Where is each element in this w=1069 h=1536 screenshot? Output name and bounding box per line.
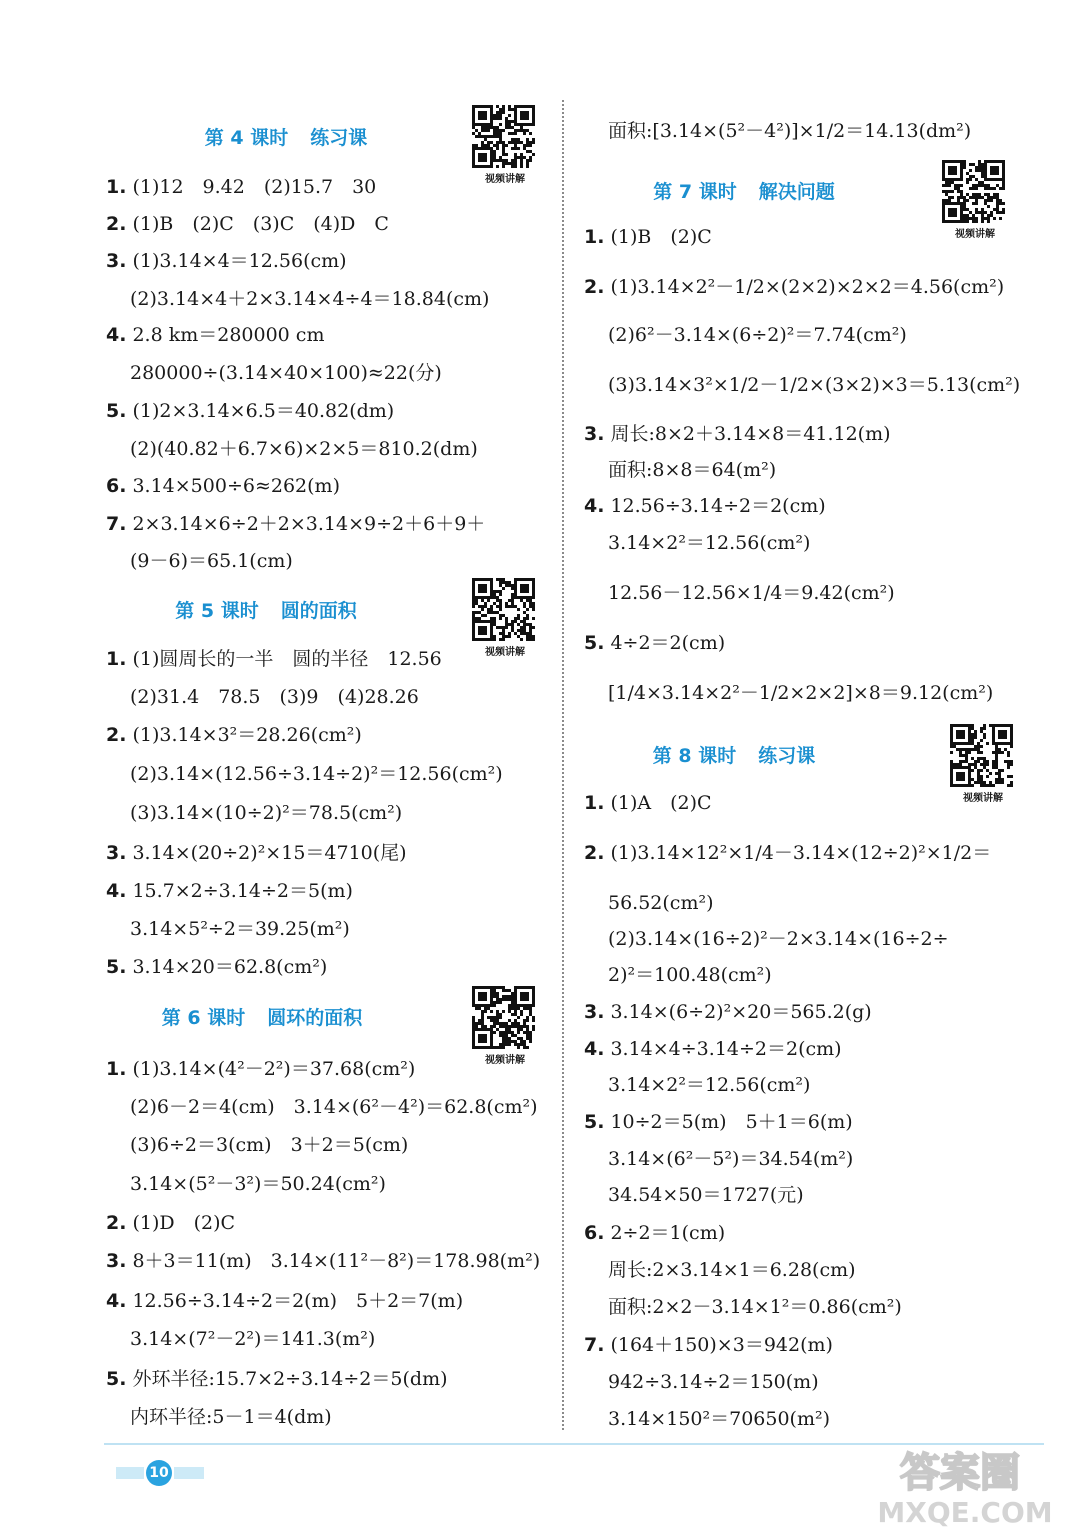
qr-code-icon bbox=[942, 160, 1005, 223]
answer-line bbox=[584, 1036, 842, 1062]
question-number: 3. bbox=[106, 250, 127, 272]
answer-text: (164＋150)×3＝942(m) bbox=[610, 1334, 833, 1356]
watermark-text-2: MXQE.COM bbox=[877, 1496, 1053, 1529]
qr-code[interactable] bbox=[472, 986, 538, 1066]
question-number: 3. bbox=[106, 842, 127, 864]
answer-text: 942÷3.14÷2＝150(m) bbox=[608, 1371, 819, 1393]
answer-text: (3)3.14×(10÷2)²＝78.5(cm²) bbox=[130, 802, 403, 824]
question-number: 2. bbox=[106, 1212, 127, 1234]
answer-text: 8＋3＝11(m) 3.14×(11²－8²)＝178.98(m²) bbox=[132, 1250, 541, 1272]
answer-text: 4÷2＝2(cm) bbox=[610, 632, 726, 654]
answer-line bbox=[584, 630, 725, 656]
lesson-number: 第 7 课时 bbox=[653, 181, 737, 203]
watermark-text-1: 答案圈 bbox=[900, 1450, 1020, 1496]
answer-text: (1)B (2)C (3)C (4)D C bbox=[132, 213, 389, 235]
answer-text: 3.14×(6²－5²)＝34.54(m²) bbox=[608, 1148, 854, 1170]
answer-line bbox=[106, 398, 394, 424]
answer-text: (1)12 9.42 (2)15.7 30 bbox=[132, 176, 377, 198]
answer-text: 面积:2×2－3.14×1²＝0.86(cm²) bbox=[608, 1296, 902, 1318]
qr-caption: 视频讲解 bbox=[485, 174, 525, 185]
answer-line bbox=[106, 1248, 540, 1274]
answer-text: (1)3.14×2²－1/2×(2×2)×2×2＝4.56(cm²) bbox=[610, 276, 1005, 298]
qr-code-icon bbox=[472, 986, 535, 1049]
question-number: 2. bbox=[106, 213, 127, 235]
question-number: 3. bbox=[106, 1250, 127, 1272]
answer-line bbox=[130, 916, 350, 942]
qr-caption: 视频讲解 bbox=[485, 647, 525, 658]
answer-text: 56.52(cm²) bbox=[608, 892, 714, 914]
answer-line bbox=[130, 1094, 538, 1120]
answer-line bbox=[130, 548, 293, 574]
answer-text: 34.54×50＝1727(元) bbox=[608, 1184, 804, 1206]
answer-line bbox=[608, 1072, 810, 1098]
answer-line bbox=[106, 954, 327, 980]
answer-text: 12.56÷3.14÷2＝2(cm) bbox=[610, 495, 826, 517]
answer-text: 3.14×500÷6≈262(m) bbox=[132, 475, 340, 497]
answer-line bbox=[106, 840, 407, 866]
column-divider bbox=[562, 100, 564, 1430]
answer-text: 周长:2×3.14×1＝6.28(cm) bbox=[608, 1259, 856, 1281]
answer-line bbox=[106, 646, 442, 672]
answer-line bbox=[106, 1288, 463, 1314]
answer-line bbox=[608, 1406, 830, 1432]
answer-line bbox=[130, 1404, 332, 1430]
answer-text: (1)3.14×12²×1/4－3.14×(12÷2)²×1/2＝ bbox=[610, 842, 992, 864]
qr-caption: 视频讲解 bbox=[963, 793, 1003, 804]
answer-text: (2)3.14×(16÷2)²－2×3.14×(16÷2÷ bbox=[608, 928, 949, 950]
answer-line bbox=[106, 322, 324, 348]
answer-text: (1)3.14×3²＝28.26(cm²) bbox=[132, 724, 362, 746]
question-number: 7. bbox=[584, 1334, 605, 1356]
answer-line bbox=[130, 684, 419, 710]
question-number: 1. bbox=[584, 792, 605, 814]
answer-line bbox=[106, 473, 340, 499]
answer-text: 3.14×(5²－3²)＝50.24(cm²) bbox=[130, 1173, 386, 1195]
lesson-title: 练习课 bbox=[310, 127, 368, 149]
answer-text: (2)31.4 78.5 (3)9 (4)28.26 bbox=[130, 686, 419, 708]
answer-text: (1)A (2)C bbox=[610, 792, 712, 814]
lesson-heading bbox=[146, 597, 386, 625]
answer-line bbox=[584, 224, 712, 250]
lesson-heading bbox=[166, 124, 406, 152]
answer-line bbox=[130, 360, 442, 386]
answer-line bbox=[106, 878, 353, 904]
answer-text: (3)6÷2＝3(cm) 3＋2＝5(cm) bbox=[130, 1134, 409, 1156]
answer-line bbox=[608, 1182, 804, 1208]
answer-text: (2)3.14×(12.56÷3.14÷2)²＝12.56(cm²) bbox=[130, 763, 503, 785]
answer-text: (2)3.14×4＋2×3.14×4÷4＝18.84(cm) bbox=[130, 288, 490, 310]
answer-line bbox=[130, 286, 489, 312]
answer-text: 2÷2＝1(cm) bbox=[610, 1222, 726, 1244]
badge-bar-right bbox=[174, 1467, 204, 1479]
question-number: 5. bbox=[106, 400, 127, 422]
answer-line bbox=[106, 174, 376, 200]
page-number-badge bbox=[104, 1460, 210, 1486]
qr-caption: 视频讲解 bbox=[485, 1055, 525, 1066]
answer-line bbox=[608, 926, 949, 952]
answer-text: 面积:[3.14×(5²－4²)]×1/2＝14.13(dm²) bbox=[608, 120, 972, 142]
question-number: 6. bbox=[584, 1222, 605, 1244]
lesson-title: 圆的面积 bbox=[280, 600, 357, 622]
answer-line bbox=[106, 722, 362, 748]
answer-text: 3.14×2²＝12.56(cm²) bbox=[608, 1074, 811, 1096]
lesson-title: 圆环的面积 bbox=[267, 1007, 363, 1029]
answer-text: 12.56－12.56×1/4＝9.42(cm²) bbox=[608, 582, 895, 604]
qr-code-icon bbox=[472, 105, 535, 168]
answer-line bbox=[106, 511, 485, 537]
answer-line bbox=[106, 1366, 448, 1392]
answer-text: 12.56÷3.14÷2＝2(m) 5＋2＝7(m) bbox=[132, 1290, 464, 1312]
answer-line bbox=[608, 1294, 902, 1320]
answer-text: 3.14×20＝62.8(cm²) bbox=[132, 956, 328, 978]
answer-line bbox=[584, 493, 826, 519]
answer-line bbox=[130, 1326, 375, 1352]
answer-line bbox=[608, 1146, 853, 1172]
question-number: 4. bbox=[584, 495, 605, 517]
lesson-heading bbox=[624, 178, 864, 206]
answer-text: 3.14×4÷3.14÷2＝2(cm) bbox=[610, 1038, 842, 1060]
qr-code[interactable] bbox=[472, 578, 538, 658]
watermark-logo bbox=[855, 1440, 1055, 1530]
answer-text: 3.14×(20÷2)²×15＝4710(尾) bbox=[132, 842, 407, 864]
answer-text: 3.14×(6÷2)²×20＝565.2(g) bbox=[610, 1001, 872, 1023]
answer-text: (1)3.14×4＝12.56(cm) bbox=[132, 250, 347, 272]
question-number: 6. bbox=[106, 475, 127, 497]
lesson-number: 第 5 课时 bbox=[175, 600, 259, 622]
qr-code[interactable] bbox=[950, 724, 1016, 804]
answer-text: 3.14×(7²－2²)＝141.3(m²) bbox=[130, 1328, 376, 1350]
question-number: 1. bbox=[106, 1058, 127, 1080]
question-number: 2. bbox=[584, 276, 605, 298]
lesson-title: 练习课 bbox=[758, 745, 816, 767]
lesson-heading bbox=[142, 1004, 382, 1032]
badge-bar-left bbox=[116, 1467, 144, 1479]
answer-text: (2)6²－3.14×(6÷2)²＝7.74(cm²) bbox=[608, 324, 907, 346]
answer-line bbox=[584, 274, 1004, 300]
answer-text: 15.7×2÷3.14÷2＝5(m) bbox=[132, 880, 353, 902]
answer-line bbox=[130, 436, 478, 462]
answer-line bbox=[608, 580, 895, 606]
answer-line bbox=[584, 840, 991, 866]
answer-line bbox=[584, 1332, 833, 1358]
answer-line bbox=[584, 421, 891, 447]
answer-line bbox=[608, 118, 971, 144]
answer-line bbox=[106, 211, 389, 237]
question-number: 5. bbox=[106, 1368, 127, 1390]
question-number: 5. bbox=[106, 956, 127, 978]
qr-code[interactable] bbox=[472, 105, 538, 185]
question-number: 3. bbox=[584, 423, 605, 445]
answer-text: 面积:8×8＝64(m²) bbox=[608, 459, 777, 481]
answer-line bbox=[608, 890, 714, 916]
answer-line bbox=[608, 530, 810, 556]
answer-text: [1/4×3.14×2²－1/2×2×2]×8＝9.12(cm²) bbox=[608, 682, 994, 704]
answer-text: 内环半径:5－1＝4(dm) bbox=[130, 1406, 332, 1428]
answer-text: (1)3.14×(4²－2²)＝37.68(cm²) bbox=[132, 1058, 416, 1080]
qr-code[interactable] bbox=[942, 160, 1008, 240]
answer-line bbox=[608, 680, 993, 706]
answer-line bbox=[608, 457, 776, 483]
answer-line bbox=[584, 790, 712, 816]
lesson-heading bbox=[614, 742, 854, 770]
question-number: 2. bbox=[106, 724, 127, 746]
answer-text: (2)(40.82＋6.7×6)×2×5＝810.2(dm) bbox=[130, 438, 478, 460]
question-number: 1. bbox=[584, 226, 605, 248]
lesson-number: 第 6 课时 bbox=[161, 1007, 246, 1029]
answer-text: 外环半径:15.7×2÷3.14÷2＝5(dm) bbox=[132, 1368, 448, 1390]
question-number: 5. bbox=[584, 632, 605, 654]
answer-text: (1)D (2)C bbox=[132, 1212, 236, 1234]
answer-line bbox=[584, 1220, 725, 1246]
answer-text: (2)6－2＝4(cm) 3.14×(6²－4²)＝62.8(cm²) bbox=[130, 1096, 538, 1118]
lesson-title: 解决问题 bbox=[758, 181, 835, 203]
answer-line bbox=[130, 1132, 408, 1158]
answer-text: 280000÷(3.14×40×100)≈22(分) bbox=[130, 362, 442, 384]
answer-line bbox=[608, 322, 907, 348]
answer-line bbox=[584, 1109, 853, 1135]
question-number: 5. bbox=[584, 1111, 605, 1133]
answer-text: 3.14×150²＝70650(m²) bbox=[608, 1408, 831, 1430]
question-number: 4. bbox=[106, 324, 127, 346]
answer-line bbox=[106, 1210, 235, 1236]
answer-text: 3.14×5²÷2＝39.25(m²) bbox=[130, 918, 350, 940]
page-number: 10 bbox=[146, 1460, 172, 1486]
qr-caption: 视频讲解 bbox=[955, 229, 995, 240]
answer-line bbox=[106, 248, 347, 274]
answer-text: 2)²＝100.48(cm²) bbox=[608, 964, 772, 986]
answer-text: (9－6)＝65.1(cm) bbox=[130, 550, 293, 572]
answer-line bbox=[608, 1257, 856, 1283]
answer-line bbox=[608, 1369, 819, 1395]
question-number: 7. bbox=[106, 513, 127, 535]
answer-text: 10÷2＝5(m) 5＋1＝6(m) bbox=[610, 1111, 853, 1133]
answer-text: (3)3.14×3²×1/2－1/2×(3×2)×3＝5.13(cm²) bbox=[608, 374, 1021, 396]
answer-text: (1)B (2)C bbox=[610, 226, 712, 248]
answer-text: 2.8 km＝280000 cm bbox=[132, 324, 325, 346]
answer-text: 3.14×2²＝12.56(cm²) bbox=[608, 532, 811, 554]
question-number: 1. bbox=[106, 648, 127, 670]
lesson-number: 第 4 课时 bbox=[204, 127, 289, 149]
qr-code-icon bbox=[472, 578, 535, 641]
question-number: 4. bbox=[106, 880, 127, 902]
question-number: 2. bbox=[584, 842, 605, 864]
question-number: 4. bbox=[584, 1038, 605, 1060]
answer-line bbox=[608, 372, 1020, 398]
qr-code-icon bbox=[950, 724, 1013, 787]
answer-text: (1)圆周长的一半 圆的半径 12.56 bbox=[132, 648, 442, 670]
answer-line bbox=[608, 962, 772, 988]
answer-text: (1)2×3.14×6.5＝40.82(dm) bbox=[132, 400, 395, 422]
answer-line bbox=[106, 1056, 415, 1082]
answer-line bbox=[130, 1171, 386, 1197]
question-number: 1. bbox=[106, 176, 127, 198]
lesson-number: 第 8 课时 bbox=[652, 745, 737, 767]
answer-text: 周长:8×2＋3.14×8＝41.12(m) bbox=[610, 423, 891, 445]
answer-line bbox=[130, 800, 402, 826]
answer-line bbox=[584, 999, 872, 1025]
question-number: 4. bbox=[106, 1290, 127, 1312]
answer-text: 2×3.14×6÷2＋2×3.14×9÷2＋6＋9＋ bbox=[132, 513, 486, 535]
question-number: 3. bbox=[584, 1001, 605, 1023]
answer-line bbox=[130, 761, 503, 787]
